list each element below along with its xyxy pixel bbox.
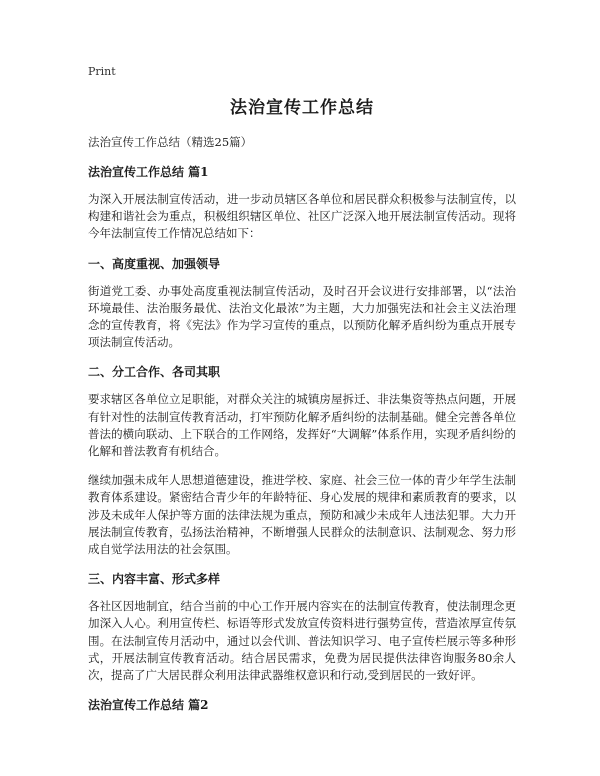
section-heading-cooperation: 二、分工合作、各司其职 [88, 365, 221, 380]
section-heading-part-2: 法治宣传工作总结 篇2 [88, 698, 209, 713]
intro-paragraph: 为深入开展法制宣传活动，进一步动员辖区各单位和居民群众积极参与法制宣传，以构建和谐社会为重点，积极组织辖区单位、社区广泛深入地开展法制宣传活动。现将今年法制宣传工作情况总结如下： [88, 192, 516, 241]
leadership-paragraph: 街道党工委、办事处高度重视法制宣传活动，及时召开会议进行安排部署，以“法治环境最佳、法治服务最优、法治文化最浓”为主题，大力加强宪法和社会主义法治理念的宣传教育，将《宪法》作为学习宣传的重点，以预防化解矛盾纠纷为重点开展专项法制宣传活动。 [88, 283, 516, 350]
document-subtitle: 法治宣传工作总结（精选25篇） [88, 135, 253, 149]
cooperation-paragraph-2: 继续加强未成年人思想道德建设，推进学校、家庭、社会三位一体的青少年学生法制教育体系建设。紧密结合青少年的年龄特征、身心发展的规律和素质教育的要求，以涉及未成年人保护等方面的法律法规为重点，预防和减少未成年人违法犯罪。大力开展法制宣传教育，弘扬法治精神，不断增强人民群众的法制意识、法制观念、努力形成自觉学法用法的社会氛围。 [88, 473, 516, 557]
content-paragraph: 各社区因地制宜，结合当前的中心工作开展内容实在的法制宣传教育，使法制理念更加深入人心。利用宣传栏、标语等形式发放宣传资料进行强势宣传，营造浓厚宣传氛围。在法制宣传月活动中，通过以会代训、普法知识学习、电子宣传栏展示等多种形式，开展法制宣传教育活动。结合居民需求，免费为居民提供法律咨询服务80余人次，提高了广大居民群众利用法律武器维权意识和行动,受到居民的一致好评。 [88, 599, 516, 683]
section-heading-leadership: 一、高度重视、加强领导 [88, 256, 221, 271]
section-heading-content: 三、内容丰富、形式多样 [88, 572, 221, 587]
document-page [88, 64, 516, 724]
section-heading-part-1: 法治宣传工作总结 篇1 [88, 165, 209, 179]
cooperation-paragraph-1: 要求辖区各单位立足职能，对群众关注的城镇房屋拆迁、非法集资等热点问题，开展有针对性的法制宣传教育活动，打牢预防化解矛盾纠纷的法制基础。健全完善各单位普法的横向联动、上下联合的工作网络，发挥好“大调解”体系作用，实现矛盾纠纷的化解和普法教育有机结合。 [88, 392, 516, 459]
print-label[interactable]: Print [88, 65, 116, 78]
document-title: 法治宣传工作总结 [230, 98, 374, 118]
